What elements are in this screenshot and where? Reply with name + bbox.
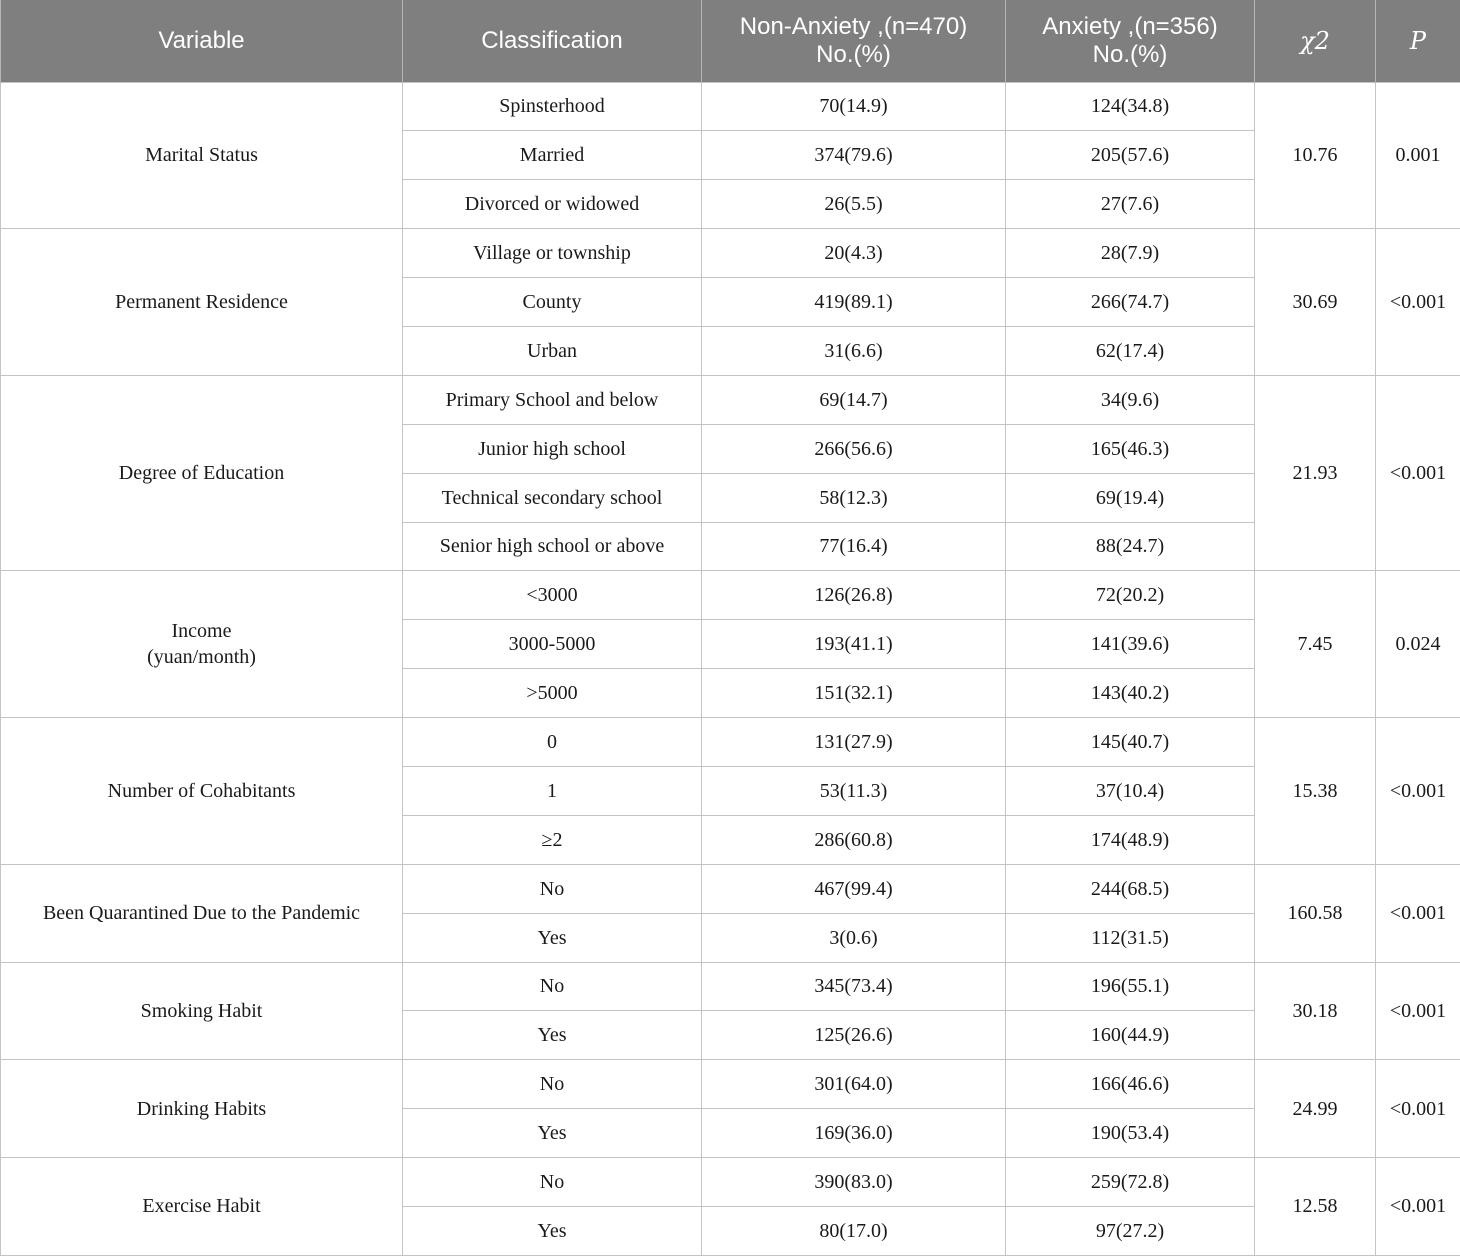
- anxiety-cell: 205(57.6): [1006, 131, 1255, 180]
- anxiety-cell: 34(9.6): [1006, 375, 1255, 424]
- variable-cell: [1, 229, 403, 376]
- classification-cell: Primary School and below: [403, 375, 702, 424]
- non-anxiety-cell: 169(36.0): [702, 1109, 1006, 1158]
- chi2-cell: 21.93: [1255, 375, 1376, 571]
- chi2-cell: 30.69: [1255, 229, 1376, 376]
- anxiety-cell: 165(46.3): [1006, 424, 1255, 473]
- variable-label: (yuan/month): [5, 644, 398, 670]
- table-row: [1, 718, 1460, 767]
- non-anxiety-cell: 126(26.8): [702, 571, 1006, 620]
- non-anxiety-cell: 151(32.1): [702, 669, 1006, 718]
- chi2-cell: 7.45: [1255, 571, 1376, 718]
- classification-cell: Yes: [403, 913, 702, 962]
- non-anxiety-cell: 26(5.5): [702, 180, 1006, 229]
- anxiety-cell: 112(31.5): [1006, 913, 1255, 962]
- anxiety-cell: 37(10.4): [1006, 766, 1255, 815]
- non-anxiety-cell: 125(26.6): [702, 1011, 1006, 1060]
- classification-cell: 1: [403, 766, 702, 815]
- header-anxiety-title: Anxiety ,(n=356): [1010, 13, 1250, 41]
- table-row: [1, 82, 1460, 131]
- variable-label: Permanent Residence: [5, 289, 398, 315]
- anxiety-cell: 244(68.5): [1006, 864, 1255, 913]
- table-body: [1, 82, 1460, 1255]
- non-anxiety-cell: 131(27.9): [702, 718, 1006, 767]
- anxiety-cell: 27(7.6): [1006, 180, 1255, 229]
- anxiety-cell: 160(44.9): [1006, 1011, 1255, 1060]
- anxiety-cell: 143(40.2): [1006, 669, 1255, 718]
- header-non-anxiety-unit: No.(%): [706, 41, 1001, 69]
- p-value-cell: <0.001: [1376, 375, 1460, 571]
- non-anxiety-cell: 70(14.9): [702, 82, 1006, 131]
- chi2-cell: 15.38: [1255, 718, 1376, 865]
- p-value-cell: 0.024: [1376, 571, 1460, 718]
- header-non-anxiety: [702, 0, 1006, 82]
- p-value-cell: <0.001: [1376, 962, 1460, 1060]
- header-anxiety: [1006, 0, 1255, 82]
- non-anxiety-cell: 467(99.4): [702, 864, 1006, 913]
- chi2-cell: 12.58: [1255, 1158, 1376, 1256]
- anxiety-cell: 124(34.8): [1006, 82, 1255, 131]
- table-row: [1, 571, 1460, 620]
- classification-cell: 0: [403, 718, 702, 767]
- non-anxiety-cell: 374(79.6): [702, 131, 1006, 180]
- variable-cell: [1, 1158, 403, 1256]
- variable-cell: [1, 864, 403, 962]
- classification-cell: ≥2: [403, 815, 702, 864]
- p-value-cell: <0.001: [1376, 1158, 1460, 1256]
- non-anxiety-cell: 193(41.1): [702, 620, 1006, 669]
- header-row: [1, 0, 1460, 82]
- header-non-anxiety-title: Non-Anxiety ,(n=470): [706, 13, 1001, 41]
- variable-label: Income: [5, 618, 398, 644]
- non-anxiety-cell: 390(83.0): [702, 1158, 1006, 1207]
- classification-cell: Yes: [403, 1109, 702, 1158]
- anxiety-cell: 62(17.4): [1006, 326, 1255, 375]
- non-anxiety-cell: 3(0.6): [702, 913, 1006, 962]
- anxiety-cell: 69(19.4): [1006, 473, 1255, 522]
- non-anxiety-cell: 20(4.3): [702, 229, 1006, 278]
- classification-cell: >5000: [403, 669, 702, 718]
- anxiety-cell: 166(46.6): [1006, 1060, 1255, 1109]
- anxiety-cell: 145(40.7): [1006, 718, 1255, 767]
- header-chi2: χ2: [1255, 0, 1376, 82]
- non-anxiety-cell: 266(56.6): [702, 424, 1006, 473]
- anxiety-cell: 190(53.4): [1006, 1109, 1255, 1158]
- chi2-cell: 160.58: [1255, 864, 1376, 962]
- anxiety-cell: 28(7.9): [1006, 229, 1255, 278]
- variable-label: Number of Cohabitants: [5, 778, 398, 804]
- non-anxiety-cell: 80(17.0): [702, 1206, 1006, 1255]
- p-value-cell: <0.001: [1376, 229, 1460, 376]
- p-value-cell: <0.001: [1376, 864, 1460, 962]
- classification-cell: Village or township: [403, 229, 702, 278]
- classification-cell: Married: [403, 131, 702, 180]
- classification-cell: No: [403, 864, 702, 913]
- anxiety-cell: 88(24.7): [1006, 522, 1255, 571]
- non-anxiety-cell: 77(16.4): [702, 522, 1006, 571]
- non-anxiety-cell: 53(11.3): [702, 766, 1006, 815]
- anxiety-cell: 174(48.9): [1006, 815, 1255, 864]
- classification-cell: No: [403, 962, 702, 1011]
- anxiety-cell: 97(27.2): [1006, 1206, 1255, 1255]
- classification-cell: Yes: [403, 1206, 702, 1255]
- variable-label: Exercise Habit: [5, 1193, 398, 1219]
- chi2-cell: 30.18: [1255, 962, 1376, 1060]
- classification-cell: Divorced or widowed: [403, 180, 702, 229]
- variable-cell: [1, 718, 403, 865]
- non-anxiety-cell: 286(60.8): [702, 815, 1006, 864]
- p-value-cell: <0.001: [1376, 1060, 1460, 1158]
- anxiety-cell: 266(74.7): [1006, 278, 1255, 327]
- table-row: [1, 1158, 1460, 1207]
- classification-cell: No: [403, 1158, 702, 1207]
- variable-label: Smoking Habit: [5, 998, 398, 1024]
- non-anxiety-cell: 419(89.1): [702, 278, 1006, 327]
- classification-cell: Urban: [403, 326, 702, 375]
- variable-label: Marital Status: [5, 142, 398, 168]
- non-anxiety-cell: 301(64.0): [702, 1060, 1006, 1109]
- table-row: [1, 962, 1460, 1011]
- table-row: [1, 375, 1460, 424]
- variable-cell: [1, 82, 403, 229]
- table-header: [1, 0, 1460, 82]
- classification-cell: Technical secondary school: [403, 473, 702, 522]
- classification-cell: Spinsterhood: [403, 82, 702, 131]
- non-anxiety-cell: 31(6.6): [702, 326, 1006, 375]
- variable-cell: [1, 1060, 403, 1158]
- classification-cell: 3000-5000: [403, 620, 702, 669]
- variable-label: Degree of Education: [5, 460, 398, 486]
- anxiety-cell: 141(39.6): [1006, 620, 1255, 669]
- classification-cell: Junior high school: [403, 424, 702, 473]
- classification-cell: No: [403, 1060, 702, 1109]
- chi2-cell: 10.76: [1255, 82, 1376, 229]
- classification-cell: <3000: [403, 571, 702, 620]
- classification-cell: County: [403, 278, 702, 327]
- variable-label: Drinking Habits: [5, 1096, 398, 1122]
- header-p: P: [1376, 0, 1460, 82]
- variable-label: Been Quarantined Due to the Pandemic: [5, 900, 398, 926]
- table-row: [1, 229, 1460, 278]
- non-anxiety-cell: 58(12.3): [702, 473, 1006, 522]
- header-anxiety-unit: No.(%): [1010, 41, 1250, 69]
- non-anxiety-cell: 69(14.7): [702, 375, 1006, 424]
- chi2-cell: 24.99: [1255, 1060, 1376, 1158]
- variable-cell: [1, 962, 403, 1060]
- table-row: [1, 1060, 1460, 1109]
- classification-cell: Senior high school or above: [403, 522, 702, 571]
- anxiety-cell: 196(55.1): [1006, 962, 1255, 1011]
- classification-cell: Yes: [403, 1011, 702, 1060]
- anxiety-cell: 72(20.2): [1006, 571, 1255, 620]
- p-value-cell: 0.001: [1376, 82, 1460, 229]
- non-anxiety-cell: 345(73.4): [702, 962, 1006, 1011]
- variable-cell: [1, 375, 403, 571]
- header-variable: Variable: [1, 0, 403, 82]
- variable-cell: [1, 571, 403, 718]
- header-classification: Classification: [403, 0, 702, 82]
- p-value-cell: <0.001: [1376, 718, 1460, 865]
- anxiety-cell: 259(72.8): [1006, 1158, 1255, 1207]
- table-row: [1, 864, 1460, 913]
